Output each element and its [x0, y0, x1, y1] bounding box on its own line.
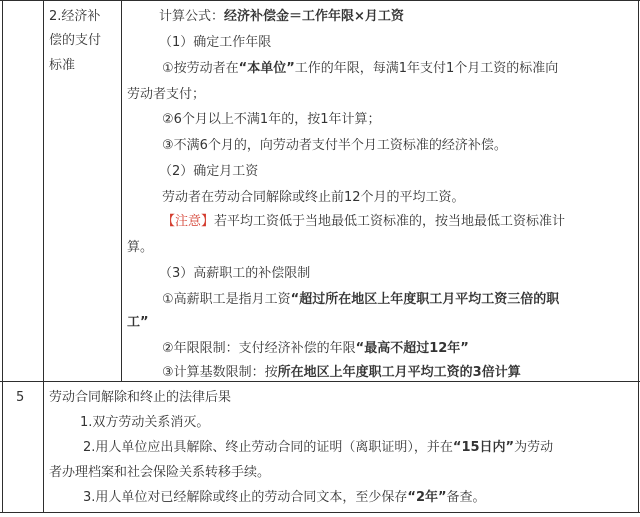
emphasis-high-salary: “超过所在地区上年度职工月平均工资三倍的职 [290, 292, 560, 307]
section-1-item-1-cont: 劳动者支付； [127, 87, 206, 102]
col-divider-label [121, 0, 122, 382]
row5-number: 5 [16, 390, 25, 405]
table-border-top [0, 0, 640, 1]
emphasis-max-years: “最高不超过12年” [355, 341, 469, 356]
section-1-title: （1）确定工作年限 [159, 35, 272, 50]
row5-item-2-cont: 者办理档案和社会保险关系转移手续。 [49, 465, 271, 480]
section-3-item-2: ②年限限制：支付经济补偿的年限“最高不超过12年” [162, 341, 469, 356]
col-border-left [2, 0, 3, 513]
section-1-item-3: ③不满6个月的，向劳动者支付半个月工资标准的经济补偿。 [162, 138, 507, 153]
emphasis-15-days: “15日内” [452, 440, 515, 455]
col-border-right [638, 0, 639, 513]
row5-item-1: 1.双方劳动关系消灭。 [80, 415, 210, 430]
section-2-note: 【注意】若平均工资低于当地最低工资标准的，按当地最低工资标准计 [162, 214, 566, 229]
emphasis-2-years: “2年” [407, 490, 447, 505]
emphasis-this-employer: “本单位” [238, 61, 295, 76]
section-3-item-1: ①高薪职工是指月工资“超过所在地区上年度职工月平均工资三倍的职 [162, 292, 560, 307]
formula-text: 经济补偿金＝工作年限×月工资 [224, 9, 404, 24]
formula-line [159, 8, 404, 26]
section-2-note-cont: 算。 [127, 240, 154, 255]
row5-title: 劳动合同解除和终止的法律后果 [49, 390, 232, 405]
row5-item-3: 3.用人单位对已经解除或终止的劳动合同文本，至少保存“2年”备查。 [83, 490, 486, 505]
section-1-item-1: ①按劳动者在“本单位”工作的年限，每满1年支付1个月工资的标准向 [162, 61, 559, 76]
col-divider-number [43, 0, 44, 513]
row4-label-line-1: 2.经济补 [49, 9, 101, 24]
note-tag: 【注意】 [162, 214, 215, 229]
row5-item-2: 2.用人单位应出具解除、终止劳动合同的证明（离职证明），并在“15日内”为劳动 [83, 440, 554, 455]
formula-prefix: 计算公式： [159, 9, 225, 24]
section-3-item-3: ③计算基数限制：按所在地区上年度职工月平均工资的3倍计算 [162, 365, 521, 380]
table-border-bottom [0, 512, 640, 513]
section-3-title: （3）高薪职工的补偿限制 [159, 266, 311, 281]
section-1-item-2: ②6个月以上不满1年的，按1年计算； [162, 112, 381, 127]
section-2-body: 劳动者在劳动合同解除或终止前12个月的平均工资。 [162, 190, 465, 205]
section-3-item-1-cont: 工” [127, 315, 149, 330]
section-2-title: （2）确定月工资 [159, 164, 259, 179]
row4-label-line-3: 标准 [49, 58, 76, 73]
emphasis-base-limit: 所在地区上年度职工月平均工资的3倍计算 [277, 365, 521, 380]
row4-label-line-2: 偿的支付 [49, 33, 102, 48]
